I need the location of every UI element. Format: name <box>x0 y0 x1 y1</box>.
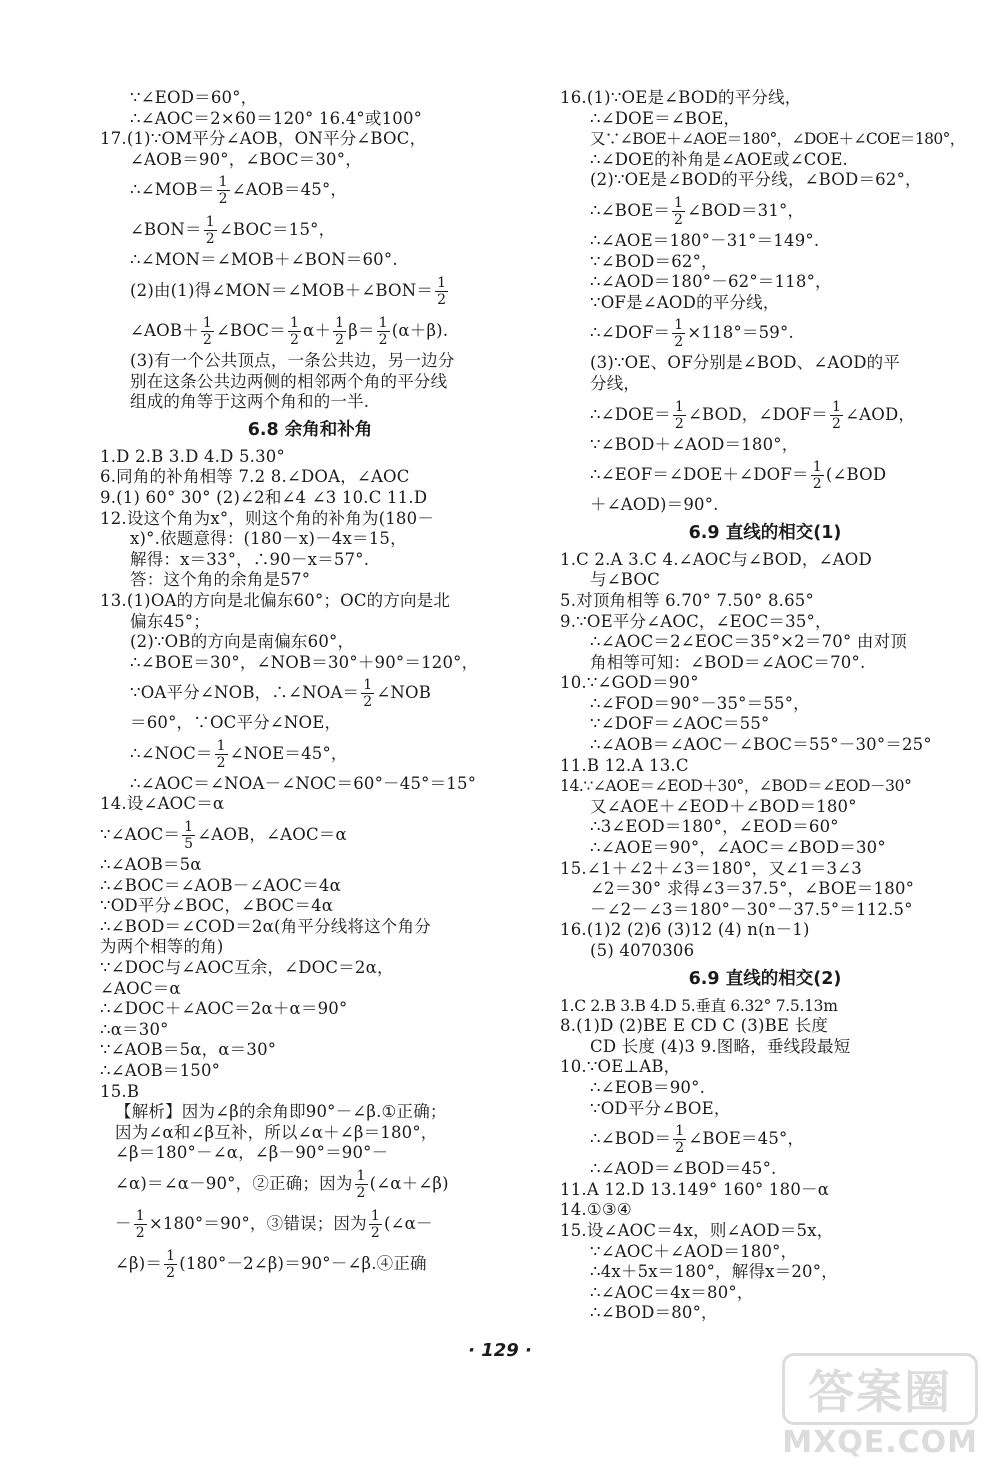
text-line: (2)∵OB的方向是南偏东60°， <box>130 632 355 652</box>
text-line: 又∵∠BOE＋∠AOE＝180°，∠DOE＋∠COE＝180°， <box>590 130 965 149</box>
section-title-6-8: 6.8 余角和补角 <box>247 419 373 440</box>
text-line: 11.A 12.D 13.149° 160° 180－α <box>560 1179 830 1199</box>
text-line: 15.B <box>100 1081 140 1101</box>
text-line: 为两个相等的角) <box>100 937 224 957</box>
text-line: ∴∠AOC＝2×60＝120° 16.4°或100° <box>130 108 423 128</box>
text-line: ∴∠AOD＝180°－62°＝118°， <box>590 272 832 292</box>
right-column <box>560 88 970 1324</box>
text-line: ＝60°，∵OC平分∠NOE， <box>130 713 342 733</box>
text-line: ∴∠BOD＝∠COD＝2α(角平分线将这个角分 <box>100 916 431 936</box>
text-line: ∴∠BOE＝ $\frac{1}{2}$ ∠BOD＝31°， <box>590 194 805 228</box>
text-line: ∴∠AOC＝∠NOA－∠NOC＝60°－45°＝15° <box>130 773 477 793</box>
text-line: 15.∠1＋∠2＋∠3＝180°，又∠1＝3∠3 <box>560 858 862 878</box>
fraction: $\frac{1}{2}$ <box>674 194 684 228</box>
fraction: $\frac{1}{2}$ <box>363 677 373 711</box>
text-line: ∴∠DOE的补角是∠AOE或∠COE. <box>590 149 849 169</box>
text-line: (5) 4070306 <box>590 941 695 960</box>
text-line: ∴∠AOE＝180°－31°＝149°. <box>590 230 820 250</box>
text-line: ∵OD平分∠BOE， <box>590 1098 731 1118</box>
text-line: － $\frac{1}{2}$ ×180°＝90°，③错误；因为 $\frac{1}{2}$ (∠α－ <box>115 1207 433 1241</box>
text-line: ∴∠AOC＝4x＝80°， <box>590 1282 754 1302</box>
text-line: 14.∵∠AOE＝∠EOD＋30°，∠BOD＝∠EOD－30° <box>560 777 912 796</box>
text-line: ∵∠AOB＝5α，α＝30° <box>100 1040 277 1060</box>
text-line: ∴∠DOF＝ $\frac{1}{2}$ ×118°＝59°. <box>590 317 794 351</box>
text-line: 答：这个角的余角是57° <box>130 570 311 590</box>
text-line: ∵∠DOF＝∠AOC＝55° <box>590 714 770 734</box>
text-line: ∴α＝30° <box>100 1019 169 1039</box>
fraction: $\frac{1}{2}$ <box>289 314 300 348</box>
text-line: 因为∠α和∠β互补，所以∠α＋∠β＝180°， <box>115 1122 438 1142</box>
text-line: 14.设∠AOC＝α <box>100 794 225 814</box>
text-line: ∴∠BOD＝80°， <box>590 1303 718 1323</box>
text-line: ∴3∠EOD＝180°，∠EOD＝60° <box>590 817 839 837</box>
text-line: 组成的角等于这两个角和的一半. <box>130 392 370 412</box>
text-line: (2)∵OE是∠BOD的平分线，∠BOD＝62°， <box>590 170 922 190</box>
text-line: ∠β)＝ $\frac{1}{2}$ (180°－2∠β)＝90°－∠β.④正确 <box>115 1247 427 1281</box>
text-line: ∠BON＝ $\frac{1}{2}$ ∠BOC＝15°， <box>130 214 336 248</box>
text-line: (3)有一个公共顶点，一条公共边，另一边分 <box>130 350 455 370</box>
text-line: 10.∵∠GOD＝90° <box>560 673 699 693</box>
fraction: $\frac{1}{2}$ <box>202 314 213 348</box>
text-line: ∴∠AOB＝5α <box>100 855 202 875</box>
fraction: $\frac{1}{2}$ <box>674 317 684 351</box>
text-line: ∴4x＋5x＝180°，解得x＝20°， <box>590 1262 838 1282</box>
fraction: $\frac{1}{2}$ <box>205 214 215 248</box>
text-line: ∴∠FOD＝90°－35°＝55°， <box>590 693 810 713</box>
text-line: 角相等可知：∠BOD＝∠AOC＝70°. <box>590 652 866 672</box>
text-line: ∠α)＝∠α－90°，②正确；因为 $\frac{1}{2}$ (∠α＋∠β) <box>115 1167 449 1201</box>
text-line: (3)∵OE、OF分别是∠BOD、∠AOD的平 <box>590 353 901 373</box>
text-line: CD 长度 (4)3 9.图略，垂线段最短 <box>590 1036 851 1056</box>
fraction: $\frac{1}{2}$ <box>378 314 388 348</box>
text-line: ∵∠BOD＋∠AOD＝180°， <box>590 434 799 454</box>
text-line: ∵∠AOC＋∠AOD＝180°， <box>590 1241 798 1261</box>
text-line: ∴∠AOE＝90°，∠AOC＝∠BOD＝30° <box>590 838 886 858</box>
fraction: $\frac{1}{2}$ <box>370 1207 380 1241</box>
text-line: 1.C 2.A 3.C 4.∠AOC与∠BOD，∠AOD <box>560 549 872 569</box>
text-line: (2)由(1)得∠MON＝∠MOB＋∠BON＝ $\frac{1}{2}$ <box>130 274 447 308</box>
text-line: ∠AOC＝α <box>100 978 181 998</box>
text-line: ∴∠EOB＝90°. <box>590 1077 706 1097</box>
text-line: 1.D 2.B 3.D 4.D 5.30° <box>100 446 285 466</box>
text-line: 别在这条公共边两侧的相邻两个角的平分线 <box>130 371 448 391</box>
watermark-site: MXQE.COM <box>782 1425 978 1460</box>
text-line: ∴∠DOE＝∠BOE， <box>590 108 741 128</box>
text-line: 9.∵OE平分∠AOC，∠EOC＝35°， <box>560 611 832 631</box>
text-line: 又∠AOE＋∠EOD＋∠BOD＝180° <box>590 796 857 816</box>
text-line: ∴∠EOF＝∠DOE＋∠DOF＝ $\frac{1}{2}$ (∠BOD <box>590 459 887 493</box>
fraction: $\frac{1}{2}$ <box>335 314 345 348</box>
text-line: ∴∠NOC＝ $\frac{1}{2}$ ∠NOE＝45°， <box>130 737 348 771</box>
text-line: 6.同角的补角相等 7.2 8.∠DOA，∠AOC <box>100 467 410 487</box>
fraction: $\frac{1}{2}$ <box>166 1247 176 1281</box>
watermark-logo <box>782 1353 978 1460</box>
text-line: 15.设∠AOC＝4x，则∠AOD＝5x， <box>560 1220 834 1240</box>
text-line: ∵OA平分∠NOB，∴∠NOA＝ $\frac{1}{2}$ ∠NOB <box>130 677 432 711</box>
text-line: 偏东45°； <box>130 611 210 631</box>
text-line: 12.设这个角为x°，则这个角的补角为(180－ <box>100 508 435 528</box>
text-line: ∵∠AOC＝ $\frac{1}{5}$ ∠AOB，∠AOC＝α <box>100 819 347 853</box>
text-line: 1.C 2.B 3.B 4.D 5.垂直 6.32° 7.5.13m <box>560 996 838 1015</box>
text-line: ∴∠BOC＝∠AOB－∠AOC＝4α <box>100 875 341 895</box>
fraction: $\frac{1}{2}$ <box>135 1207 145 1241</box>
text-line: ∠2＝30° 求得∠3＝37.5°，∠BOE＝180° <box>590 879 915 899</box>
text-line: ∴∠AOB＝∠AOC－∠BOC＝55°－30°＝25° <box>590 735 932 755</box>
text-line: x)°.依题意得：(180－x)－4x＝15， <box>130 529 407 549</box>
text-line: 16.(1)∵OE是∠BOD的平分线， <box>560 88 802 107</box>
watermark-logo-text: 答案圈 <box>782 1353 978 1425</box>
text-line: ∠β＝180°－∠α，∠β－90°＝90°－ <box>115 1143 389 1163</box>
text-line: ∴∠AOC＝2∠EOC＝35°×2＝70° 由对顶 <box>590 632 907 652</box>
text-line: 10.∵OE⊥AB， <box>560 1057 681 1077</box>
text-line: ∴∠DOC＋∠AOC＝2α＋α＝90° <box>100 999 348 1019</box>
text-line: 16.(1)2 (2)6 (3)12 (4) n(n－1) <box>560 920 810 940</box>
text-line: ∵∠EOD＝60°， <box>130 88 258 107</box>
text-line: 9.(1) 60° 30° (2)∠2和∠4 ∠3 10.C 11.D <box>100 487 428 507</box>
fraction: $\frac{1}{2}$ <box>812 459 822 493</box>
text-line: ∵OF是∠AOD的平分线， <box>590 292 780 312</box>
text-line: ∵∠BOD＝62°， <box>590 251 718 271</box>
fraction: $\frac{1}{2}$ <box>674 398 684 432</box>
page-number: · 129 · <box>468 1340 532 1361</box>
text-line: 11.B 12.A 13.C <box>560 755 689 775</box>
fraction: $\frac{1}{5}$ <box>184 819 194 853</box>
fraction: $\frac{1}{2}$ <box>356 1167 366 1201</box>
text-line: 17.(1)∵OM平分∠AOB，ON平分∠BOC， <box>100 129 427 149</box>
text-line: 5.对顶角相等 6.70° 7.50° 8.65° <box>560 590 814 610</box>
text-line: 13.(1)OA的方向是北偏东60°；OC的方向是北 <box>100 590 451 610</box>
text-line: ∴∠AOB＝150° <box>100 1061 221 1080</box>
fraction: $\frac{1}{2}$ <box>218 174 228 208</box>
left-column <box>100 88 520 1284</box>
section-title-6-9-1: 6.9 直线的相交(1) <box>688 522 842 543</box>
text-line: ∴∠AOD＝∠BOD＝45°. <box>590 1159 777 1179</box>
fraction: $\frac{1}{2}$ <box>437 274 447 308</box>
text-line: 8.(1)D (2)BE E CD C (3)BE 长度 <box>560 1016 829 1036</box>
text-line: 【解析】因为∠β的余角即90°－∠β.①正确； <box>115 1102 447 1122</box>
text-line: ∴∠BOE＝30°，∠NOB＝30°＋90°＝120°， <box>130 652 479 672</box>
section-title-6-9-2: 6.9 直线的相交(2) <box>688 968 842 989</box>
text-line: ∴∠MOB＝ $\frac{1}{2}$ ∠AOB＝45°， <box>130 174 348 208</box>
text-line: ＋∠AOD)＝90°. <box>590 495 719 515</box>
fraction: $\frac{1}{2}$ <box>831 398 842 432</box>
text-line: ∴∠BOD＝ $\frac{1}{2}$ ∠BOE＝45°， <box>590 1123 805 1157</box>
text-line: 分线， <box>590 373 641 393</box>
text-line: ∵OD平分∠BOC，∠BOC＝4α <box>100 896 334 916</box>
text-line: 解得：x＝33°，∴90－x＝57°. <box>130 549 370 569</box>
text-line: 与∠BOC <box>590 570 660 590</box>
text-line: ∴∠MON＝∠MOB＋∠BON＝60°. <box>130 250 398 270</box>
text-line: ∠AOB＋ $\frac{1}{2}$ ∠BOC＝ $\frac{1}{2}$ α＋ $\frac{1}{2}$ β＝ $\frac{1}{2}$ (α＋β). <box>130 314 449 348</box>
fraction: $\frac{1}{2}$ <box>675 1123 685 1157</box>
text-line: ∠AOB＝90°，∠BOC＝30°， <box>130 149 362 169</box>
text-line: ∴∠DOE＝ $\frac{1}{2}$ ∠BOD，∠DOF＝ $\frac{1}{2}$ ∠AOD， <box>590 398 916 432</box>
text-line: 14.①③④ <box>560 1200 632 1220</box>
fraction: $\frac{1}{2}$ <box>216 737 226 771</box>
text-line: －∠2－∠3＝180°－30°－37.5°＝112.5° <box>590 899 913 919</box>
text-line: ∵∠DOC与∠AOC互余，∠DOC＝2α， <box>100 958 394 978</box>
